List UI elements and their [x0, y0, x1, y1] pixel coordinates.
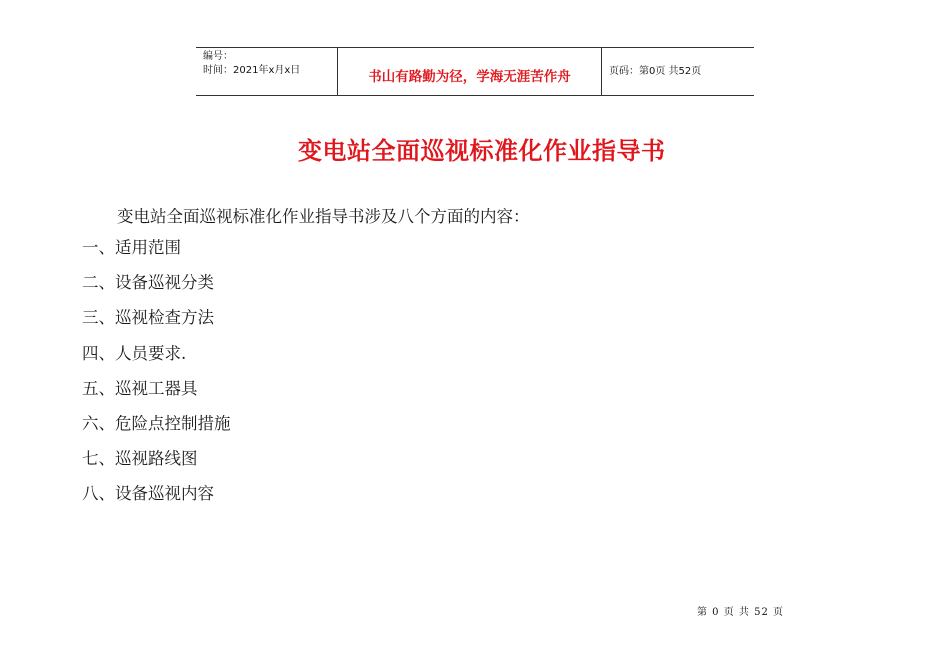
header-meta-cell	[196, 48, 338, 95]
section-item: 二、设备巡视分类	[82, 273, 214, 293]
document-title: 变电站全面巡视标准化作业指导书	[298, 137, 666, 165]
page-code: 页码：第0页 共52页	[609, 66, 702, 77]
section-list	[82, 238, 231, 520]
number-label: 编号：	[203, 51, 233, 62]
section-item: 四、人员要求.	[82, 343, 187, 363]
time-label: 时间：2021年x月x日	[203, 65, 301, 76]
section-item: 五、巡视工器具	[82, 378, 198, 398]
section-item: 一、适用范围	[82, 238, 181, 257]
document-header	[196, 47, 754, 96]
header-page-cell	[602, 48, 754, 95]
section-item: 六、危险点控制措施	[82, 413, 231, 433]
page-footer: 第 0 页 共 52 页	[697, 607, 784, 618]
header-motto-cell	[338, 48, 602, 95]
section-item: 七、巡视路线图	[82, 449, 198, 469]
motto-text: 书山有路勤为径，学海无涯苦作舟	[368, 69, 571, 85]
section-item: 八、设备巡视内容	[82, 484, 214, 504]
section-item: 三、巡视检查方法	[82, 308, 214, 328]
intro-paragraph: 变电站全面巡视标准化作业指导书涉及八个方面的内容：	[117, 207, 530, 226]
